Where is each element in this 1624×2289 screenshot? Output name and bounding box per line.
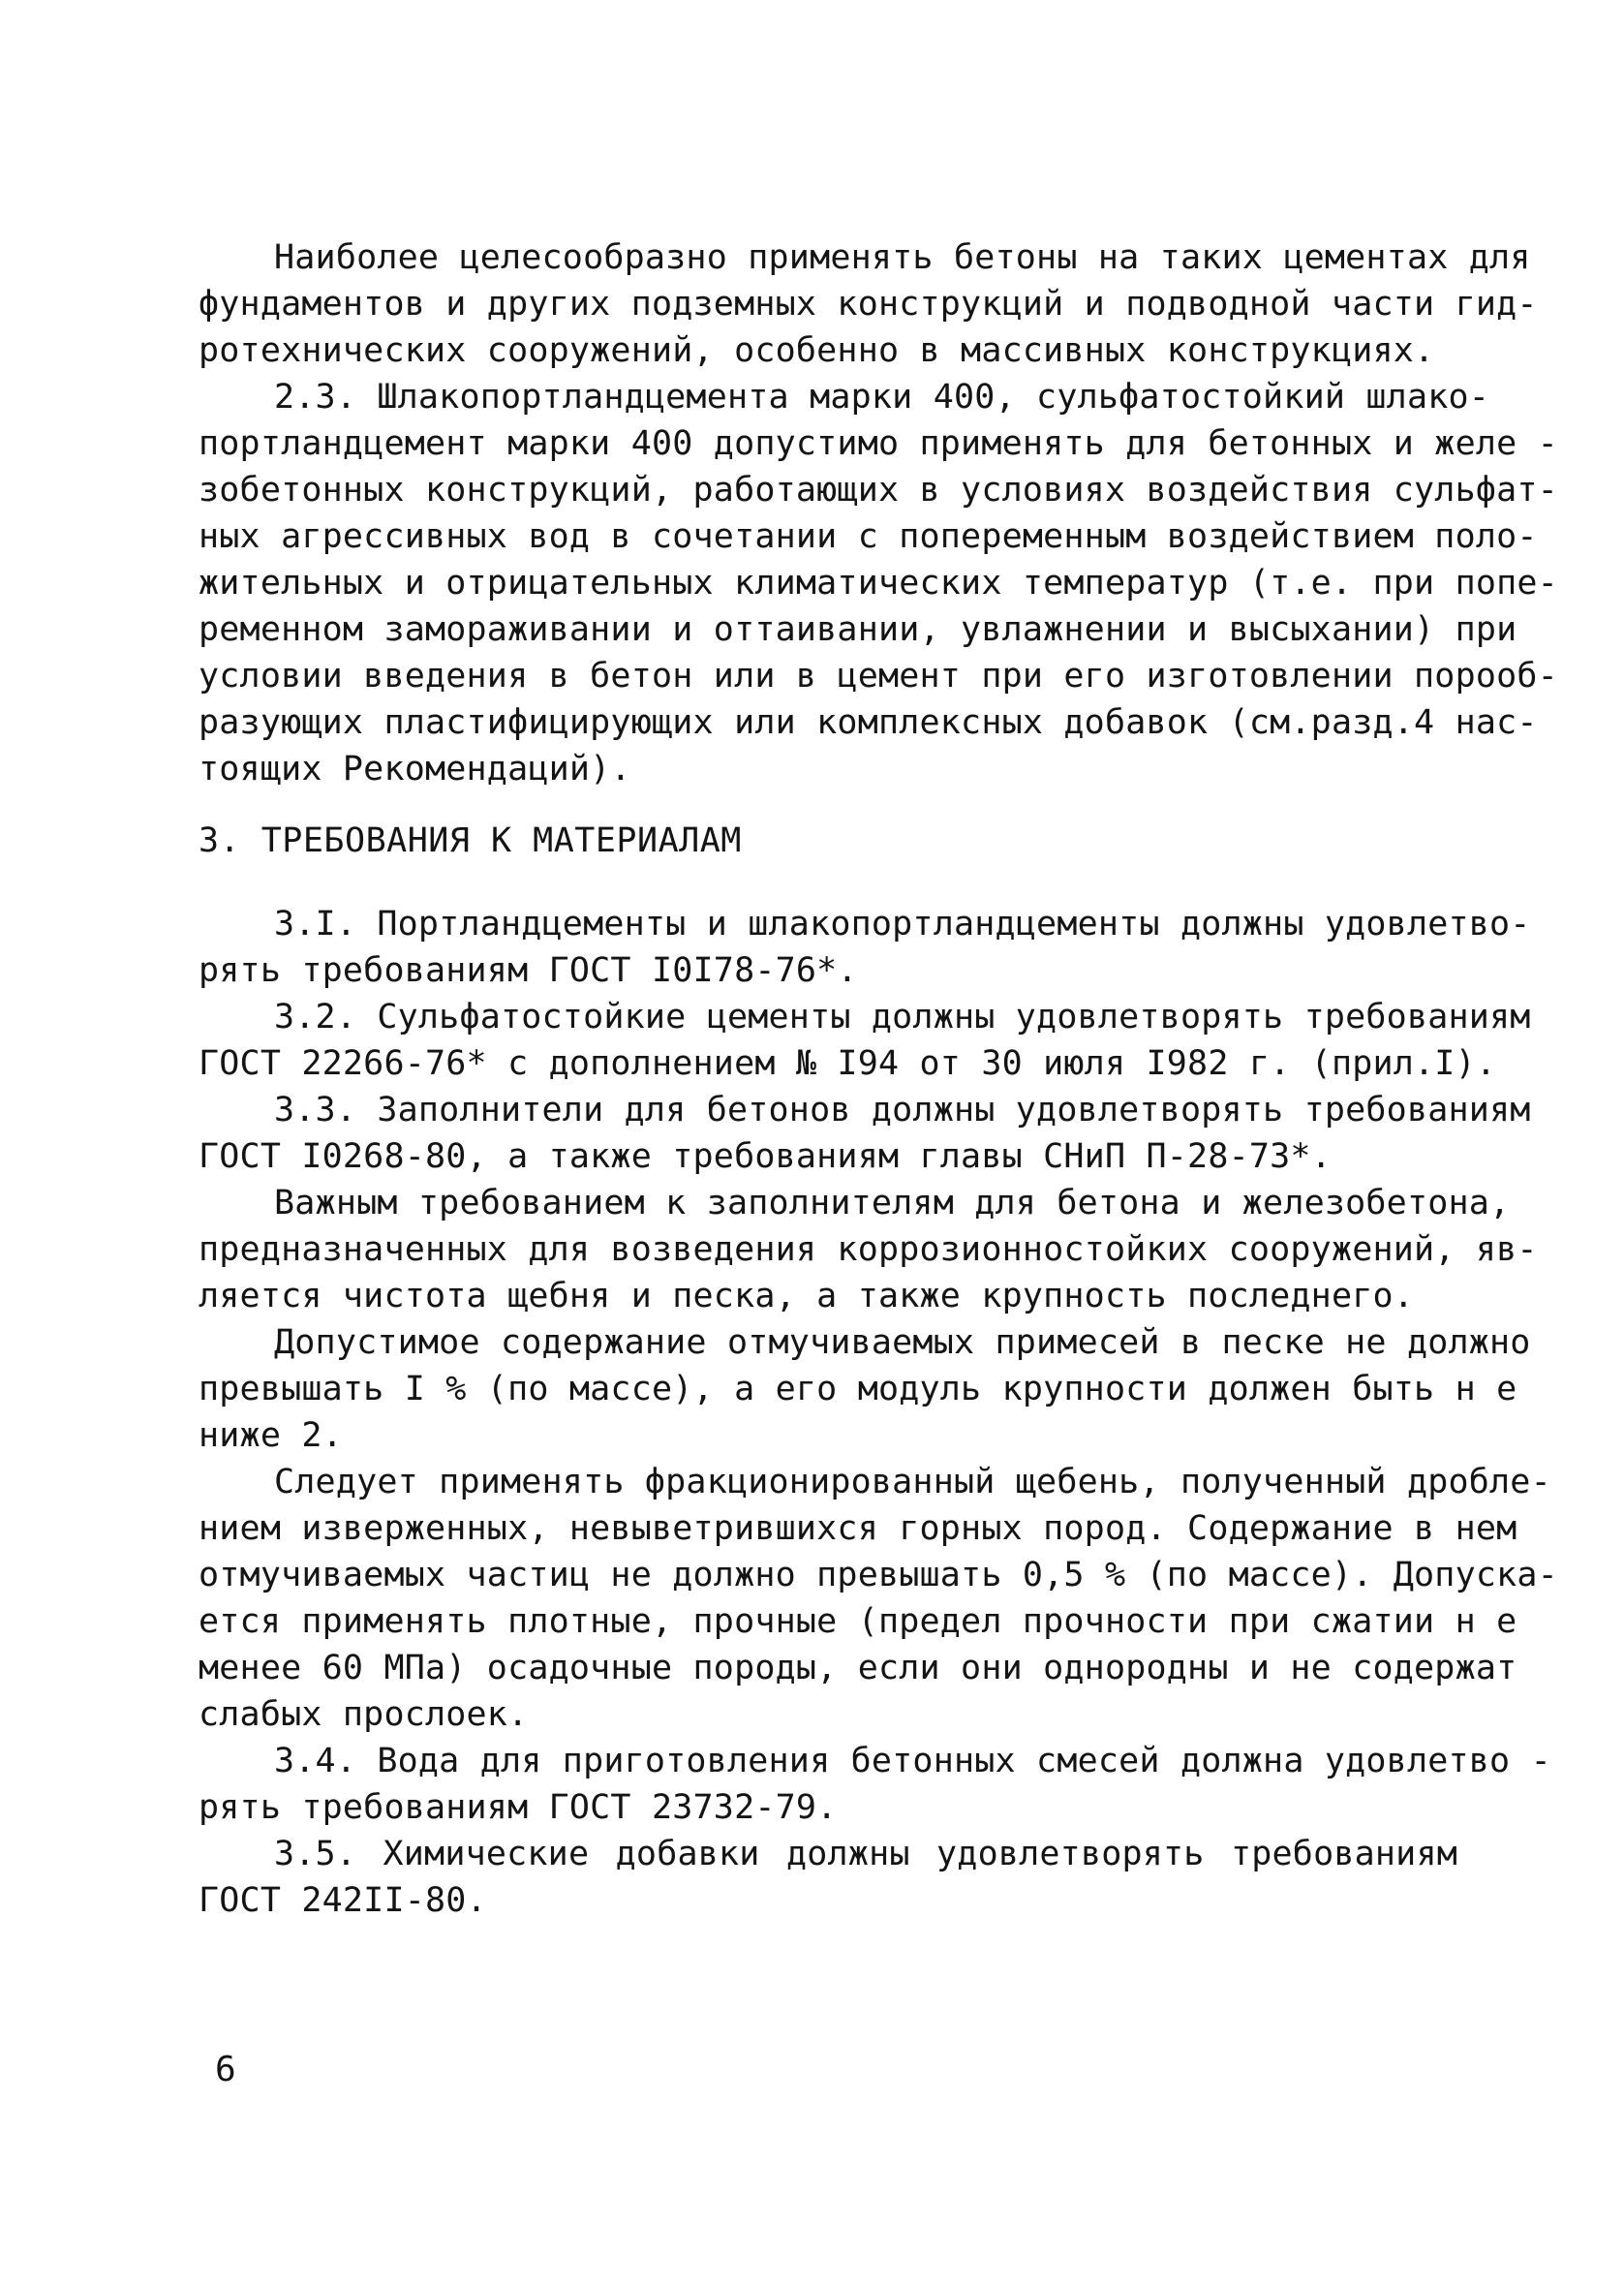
text-line: предназначенных для возведения коррозионностойких сооружений, яв- [199, 1230, 1538, 1269]
text-line: тоящих Рекомендаций). [199, 750, 631, 789]
text-line: 3.I. Портландцементы и шлакопортландцементы должны удовлетво- [274, 905, 1531, 943]
text-line: 3.4. Вода для приготовления бетонных смесей должна удовлетво - [274, 1742, 1551, 1780]
text-line: фундаментов и других подземных конструкций и подводной части гид- [199, 285, 1538, 324]
text-line: отмучиваемых частиц не должно превышать 0,5 % (по массе). Допуска- [199, 1556, 1558, 1594]
text-line: 2.3. Шлакопортландцемента марки 400, сульфатостойкий шлако- [274, 378, 1490, 417]
text-line: рять требованиям ГОСТ I0I78-76*. [199, 951, 858, 990]
text-line: ременном замораживании и оттаивании, увлажнении и высыхании) при [199, 610, 1517, 649]
text-line: 3.3. Заполнители для бетонов должны удовлетворять требованиям [274, 1091, 1531, 1129]
page-number: 6 [215, 2050, 236, 2089]
text-line: рять требованиям ГОСТ 23732-79. [199, 1788, 838, 1827]
text-line: условии введения в бетон или в цемент при его изготовлении порооб- [199, 657, 1558, 696]
text-line: Важным требованием к заполнителям для бетона и железобетона, [274, 1184, 1511, 1222]
text-line: Наиболее целесообразно применять бетоны на таких цементах для [274, 238, 1531, 277]
text-line: ротехнических сооружений, особенно в массивных конструкциях. [199, 331, 1435, 370]
text-line: ляется чистота щебня и песка, а также крупность последнего. [199, 1277, 1415, 1315]
text-line: портландцемент марки 400 допустимо применять для бетонных и желе - [199, 424, 1558, 463]
text-line: нием изверженных, невыветрившихся горных пород. Содержание в нем [199, 1509, 1517, 1548]
text-line: 3.2. Сульфатостойкие цементы должны удовлетворять требованиям [274, 998, 1531, 1036]
text-line: ниже 2. [199, 1416, 343, 1455]
text-line: 3.5. Химические добавки должны удовлетворять требованиям [274, 1835, 1457, 1873]
text-line: Допустимое содержание отмучиваемых примесей в песке не должно [274, 1323, 1531, 1362]
text-line: жительных и отрицательных климатических температур (т.е. при попе- [199, 564, 1558, 603]
text-line: превышать I % (по массе), а его модуль крупности должен быть н е [199, 1370, 1517, 1408]
text-line: ных агрессивных вод в сочетании с попеременным воздействием поло- [199, 517, 1538, 556]
text-line: Следует применять фракционированный щебень, полученный дробле- [274, 1463, 1551, 1501]
text-line: слабых прослоек. [199, 1695, 529, 1734]
text-line: ГОСТ 22266-76* с дополнением № I94 от 30 июля I982 г. (прил.I). [199, 1044, 1497, 1083]
text-line: ГОСТ I0268-80, а также требованиям главы СНиП П-28-73*. [199, 1137, 1332, 1176]
text-line: ГОСТ 242II-80. [199, 1881, 487, 1920]
text-line: разующих пластифицирующих или комплексных добавок (см.разд.4 нас- [199, 703, 1538, 742]
text-line: зобетонных конструкций, работающих в условиях воздействия сульфат- [199, 471, 1558, 510]
text-line: ется применять плотные, прочные (предел прочности при сжатии н е [199, 1602, 1517, 1641]
section-heading: 3. ТРЕБОВАНИЯ К МАТЕРИАЛАМ [199, 821, 742, 860]
text-line: менее 60 МПа) осадочные породы, если они однородны и не содержат [199, 1649, 1517, 1687]
